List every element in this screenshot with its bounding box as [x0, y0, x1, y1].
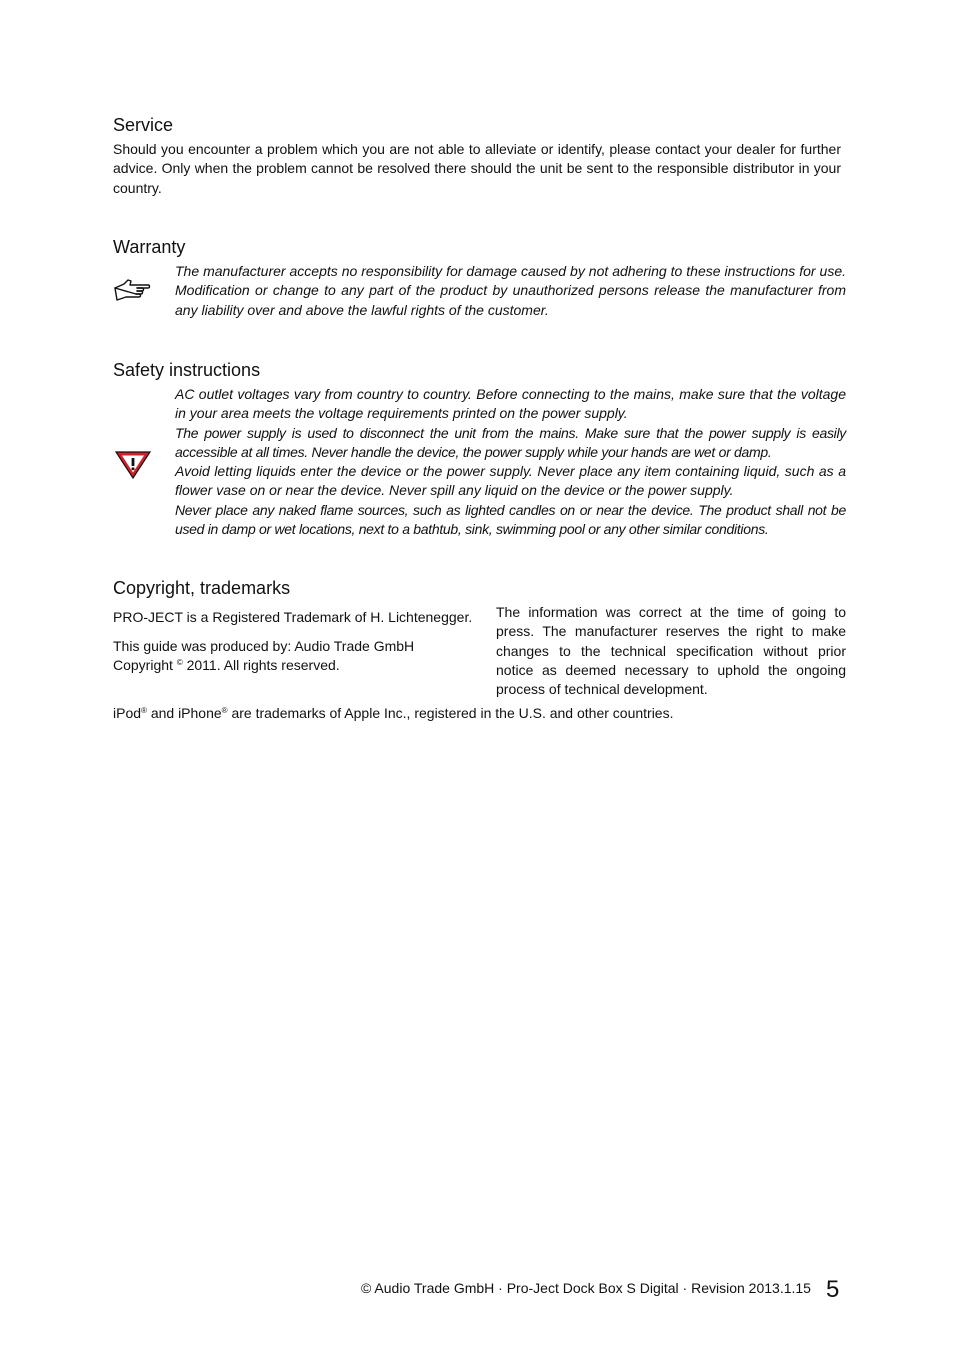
warranty-text: The manufacturer accepts no responsibility for damage caused by not adhering to these instructions for use. Modification or change to any part of the product by unauthorized persons release the manufacturer from any liability over and above the lawful rights of the customer. — [175, 263, 846, 318]
service-heading: Service — [113, 115, 174, 135]
pointing-hand-icon — [112, 276, 152, 311]
trademark-line: PRO-JECT is a Registered Trademark of H. Lichtenegger. — [113, 609, 473, 625]
registered-symbol-2: ® — [221, 706, 228, 715]
safety-paragraph-1: AC outlet voltages vary from country to country. Before connecting to the mains, make sure that the voltage in your area meets the voltage requirements printed on the power supply. — [175, 386, 846, 422]
copyright-suffix: 2011. All rights reserved. — [186, 657, 340, 674]
safety-paragraph-3: Avoid letting liquids enter the device or the power supply. Never place any item containing liquid, such as a flower vase on or near the device. Never spill any liquid on the device or the power supply. — [175, 463, 846, 499]
service-text: Should you encounter a problem which you are not able to alleviate or identify, please contact your dealer for further advice. Only when the problem cannot be resolved there should the unit be sent to the responsible distributor in your country. — [113, 141, 841, 196]
copyright-prefix: Copyright — [113, 657, 173, 674]
produced-by-line: This guide was produced by: Audio Trade GmbH — [113, 638, 415, 654]
apple-trademark-text: are trademarks of Apple Inc., registered in the U.S. and other countries. — [231, 705, 674, 721]
footer-text: © Audio Trade GmbH · Pro-Ject Dock Box S Digital · Revision 2013.1.15 — [361, 1280, 811, 1296]
warning-triangle-icon — [114, 450, 152, 485]
safety-text — [175, 385, 846, 539]
safety-heading: Safety instructions — [113, 360, 261, 380]
safety-paragraph-4: Never place any naked flame sources, such as lighted candles on or near the device. The product shall not be used in damp or wet locations, next to a bathtub, sink, swimming pool or any other similar conditions. — [175, 501, 846, 538]
copyright-symbol: © — [176, 658, 183, 668]
safety-paragraph-2: The power supply is used to disconnect the unit from the mains. Make sure that the power supply is easily accessible at all times. Never handle the device, the power supply while your hands are wet or damp. — [175, 424, 846, 460]
page-number: 5 — [826, 1276, 840, 1303]
copyright-heading: Copyright, trademarks — [113, 578, 291, 598]
registered-symbol-1: ® — [141, 706, 147, 715]
iphone-label: and iPhone — [150, 705, 222, 721]
produced-by-block — [113, 637, 483, 676]
copyright-line — [113, 656, 483, 675]
warranty-heading: Warranty — [113, 237, 186, 257]
information-text: The information was correct at the time of going to press. The manufacturer reserves the right to make changes to the technical specification without prior notice as deemed necessary to uphold the ongoing process of technical development. — [496, 604, 846, 698]
ipod-label: iPod — [113, 705, 142, 721]
apple-trademark-line — [113, 704, 853, 723]
